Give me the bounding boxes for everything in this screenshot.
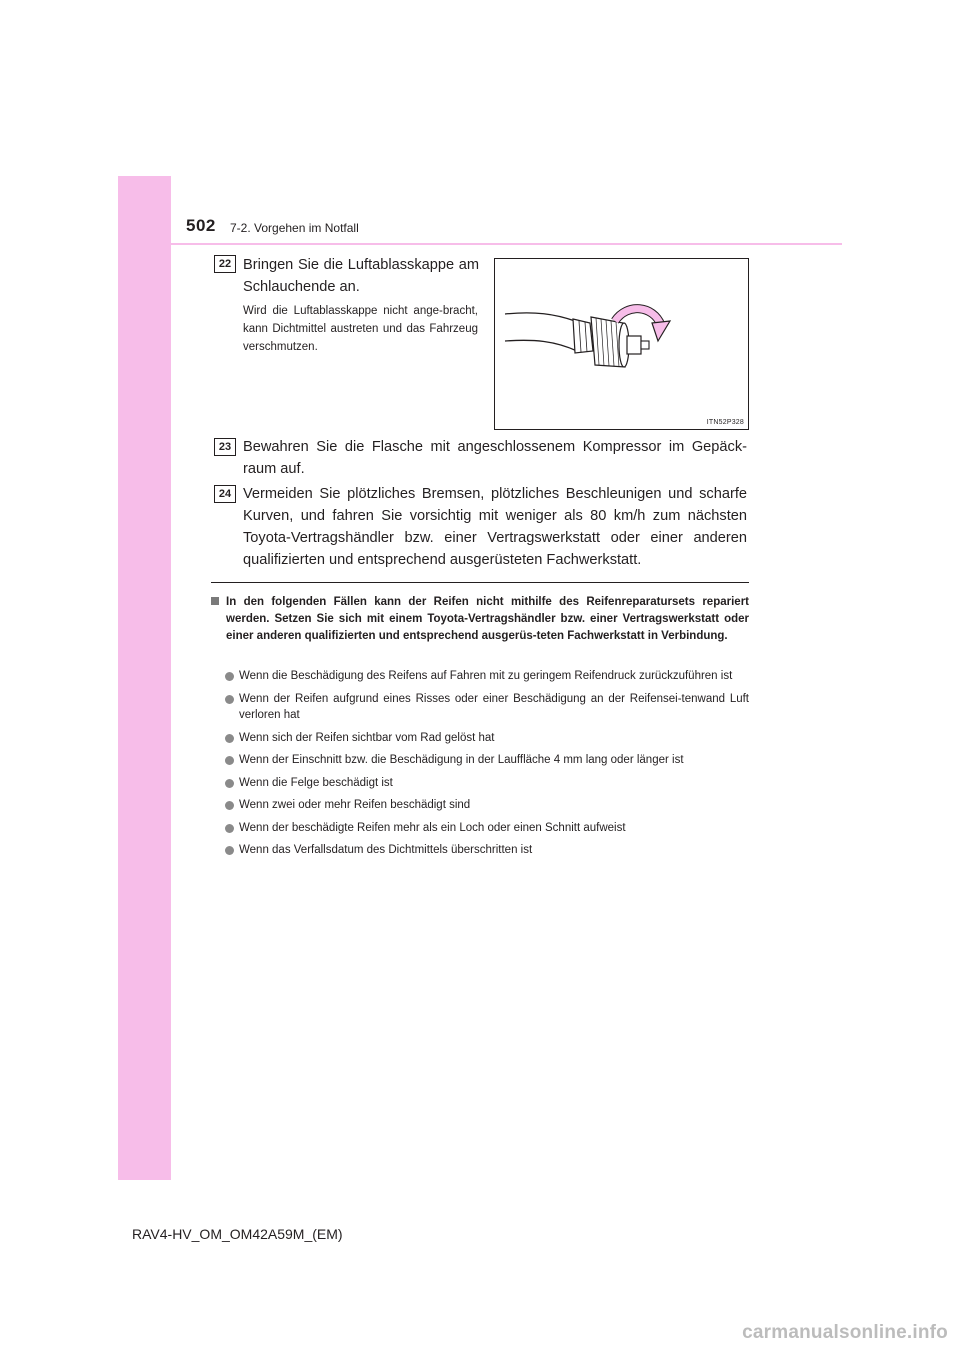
circle-bullet-icon <box>225 824 234 833</box>
list-item-text: Wenn der Einschnitt bzw. die Beschädigung in der Lauffläche 4 mm lang oder länger ist <box>239 754 684 766</box>
list-item <box>225 820 749 837</box>
figure-code: ITN52P328 <box>706 419 744 426</box>
step-22-text: Bringen Sie die Luftablasskappe am Schlauchende an. <box>243 257 479 295</box>
square-bullet-icon <box>211 597 219 605</box>
page-number: 502 <box>186 216 216 235</box>
step-24-text: Vermeiden Sie plötzliches Bremsen, plötzliches Beschleunigen und scharfe Kurven, und fahren Sie vorsichtig mit weniger als 80 km/h zum nächsten Toyota-Vertragshändler bzw. einer Vertragswerkstatt oder einer anderen qualifizierten und entsprechend ausgerüsteten Fachwerkstatt. <box>243 486 747 568</box>
info-heading <box>211 594 749 645</box>
info-heading-text: In den folgenden Fällen kann der Reifen nicht mithilfe des Reifenreparatursets repariert werden. Setzen Sie sich mit einem Toyota-Vertragshändler bzw. einer Vertragswerkstatt oder einer anderen qualifizierten und entsprechend ausgerüs-teten Fachwerkstatt in Verbindung. <box>226 596 749 642</box>
side-tab-band <box>118 176 171 1180</box>
step-number-23: 23 <box>214 438 236 456</box>
list-item-text: Wenn zwei oder mehr Reifen beschädigt sind <box>239 799 471 811</box>
list-item <box>225 842 749 859</box>
circle-bullet-icon <box>225 801 234 810</box>
circle-bullet-icon <box>225 734 234 743</box>
list-item-text: Wenn der beschädigte Reifen mehr als ein Loch oder einen Schnitt aufweist <box>239 821 626 834</box>
illustration-hose-cap <box>494 258 749 430</box>
section-divider <box>211 582 749 583</box>
list-item-text: Wenn die Felge beschädigt ist <box>239 776 393 789</box>
list-item <box>225 752 749 769</box>
step-number-22: 22 <box>214 255 236 273</box>
list-item-text: Wenn sich der Reifen sichtbar vom Rad gelöst hat <box>239 731 495 744</box>
list-item-text: Wenn der Reifen aufgrund eines Risses oder einer Beschädigung an der Reifensei-tenwand Luft verloren hat <box>239 692 749 721</box>
document-code: RAV4-HV_OM_OM42A59M_(EM) <box>132 1226 343 1242</box>
list-item <box>225 691 749 724</box>
list-item-text: Wenn das Verfallsdatum des Dichtmittels überschritten ist <box>239 844 533 856</box>
list-item <box>225 797 749 814</box>
list-item <box>225 668 749 685</box>
circle-bullet-icon <box>225 695 234 704</box>
circle-bullet-icon <box>225 672 234 681</box>
circle-bullet-icon <box>225 756 234 765</box>
step-number-24: 24 <box>214 485 236 503</box>
step-23-text: Bewahren Sie die Flasche mit angeschlossenem Kompressor im Gepäck-raum auf. <box>243 439 747 477</box>
circle-bullet-icon <box>225 779 234 788</box>
list-item <box>225 730 749 747</box>
header-rule <box>118 243 842 245</box>
step-22-note: Wird die Luftablasskappe nicht ange-bracht, kann Dichtmittel austreten und das Fahrzeug verschmutzen. <box>243 305 478 353</box>
section-title: 7-2. Vorgehen im Notfall <box>230 221 359 235</box>
hose-cap-drawing <box>495 259 750 431</box>
list-item <box>225 775 749 792</box>
watermark[interactable]: carmanualsonline.info <box>742 1322 948 1343</box>
info-bullet-list <box>225 668 749 865</box>
circle-bullet-icon <box>225 846 234 855</box>
list-item-text: Wenn die Beschädigung des Reifens auf Fahren mit zu geringem Reifendruck zurückzuführen ist <box>239 670 733 682</box>
